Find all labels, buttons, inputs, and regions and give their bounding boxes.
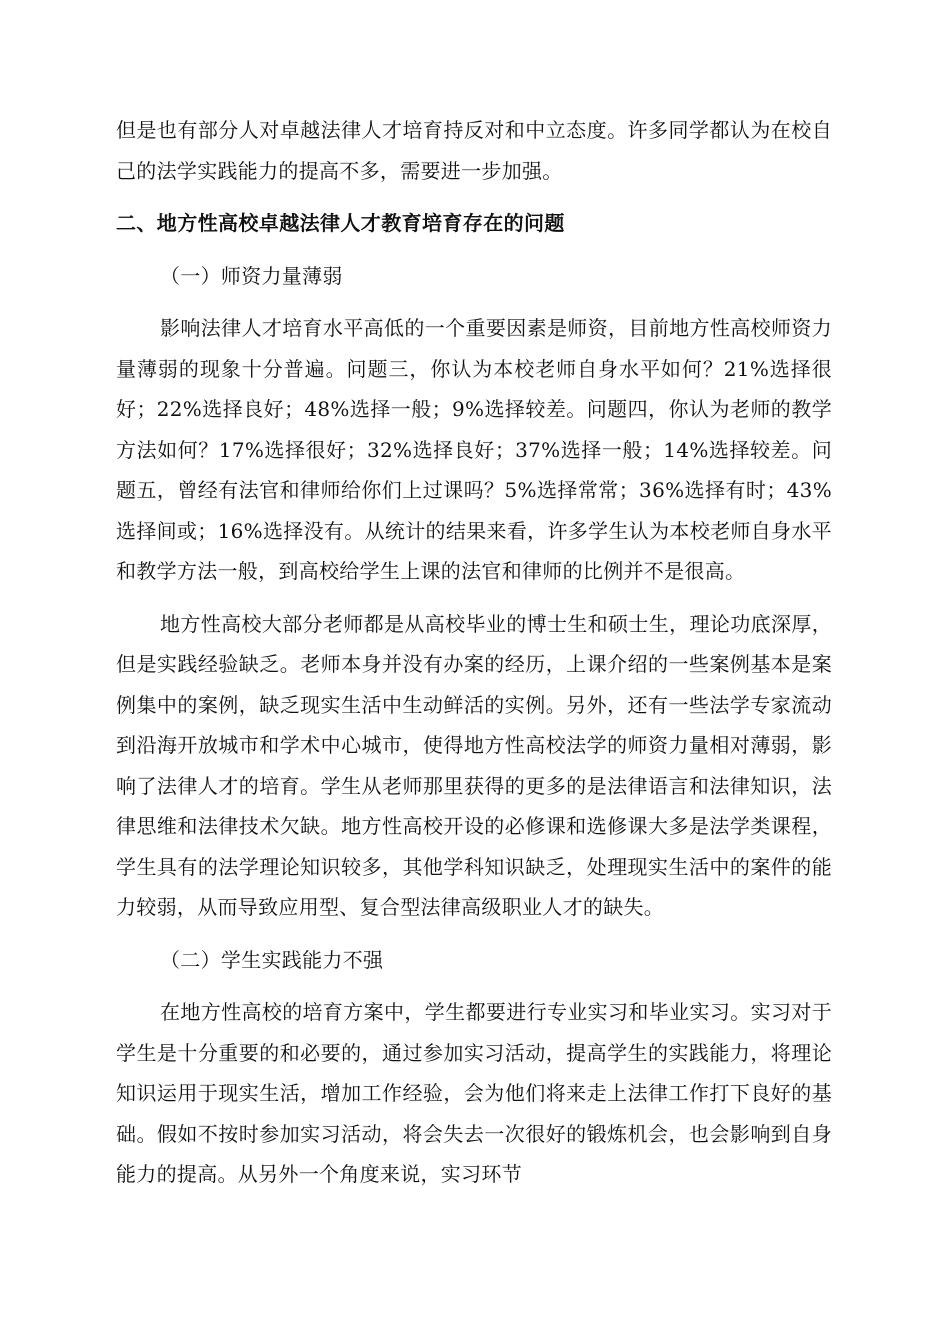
subsection-heading-faculty: （一）师资力量薄弱 [160,263,343,288]
document-body [116,110,832,1195]
paragraph-faculty-analysis: 地方性高校大部分老师都是从高校毕业的博士生和硕士生，理论功底深厚，但是实践经验缺乏。老师本身并没有办案的经历，上课介绍的一些案例基本是案例集中的案例，缺乏现实生活中生动鲜活的实例。另外，还有一些法学专家流动到沿海开放城市和学术中心城市，使得地方性高校法学的师资力量相对薄弱，影响了法律人才的培育。学生从老师那里获得的更多的是法律语言和法律知识，法律思维和法律技术欠缺。地方性高校开设的必修课和选修课大多是法学类课程，学生具有的法学理论知识较多，其他学科知识缺乏，处理现实生活中的案件的能力较弱，从而导致应用型、复合型法律高级职业人才的缺失。 [116,611,832,919]
subsection-heading-practice: （二）学生实践能力不强 [160,947,384,972]
paragraph-internship: 在地方性高校的培育方案中，学生都要进行专业实习和毕业实习。实习对于学生是十分重要的和必要的，通过参加实习活动，提高学生的实践能力，将理论知识运用于现实生活，增加工作经验，会为他们将来走上法律工作打下良好的基础。假如不按时参加实习活动，将会失去一次很好的锻炼机会，也会影响到自身能力的提高。从另外一个角度来说，实习环节 [116,1000,832,1186]
paragraph-continued: 但是也有部分人对卓越法律人才培育持反对和中立态度。许多同学都认为在校自己的法学实践能力的提高不多，需要进一步加强。 [116,118,832,183]
section-heading: 二、地方性高校卓越法律人才教育培育存在的问题 [116,211,565,235]
paragraph-faculty-survey: 影响法律人才培育水平高低的一个重要因素是师资，目前地方性高校师资力量薄弱的现象十分普遍。问题三，你认为本校老师自身水平如何？21%选择很好；22%选择良好；48%选择一般；9%选择较差。问题四，你认为老师的教学方法如何？17%选择很好；32%选择良好；37%选择一般；14%选择较差。问题五，曾经有法官和律师给你们上过课吗？5%选择常常；36%选择有时；43%选择间或；16%选择没有。从统计的结果来看，许多学生认为本校老师自身水平和教学方法一般，到高校给学生上课的法官和律师的比例并不是很高。 [116,316,832,583]
